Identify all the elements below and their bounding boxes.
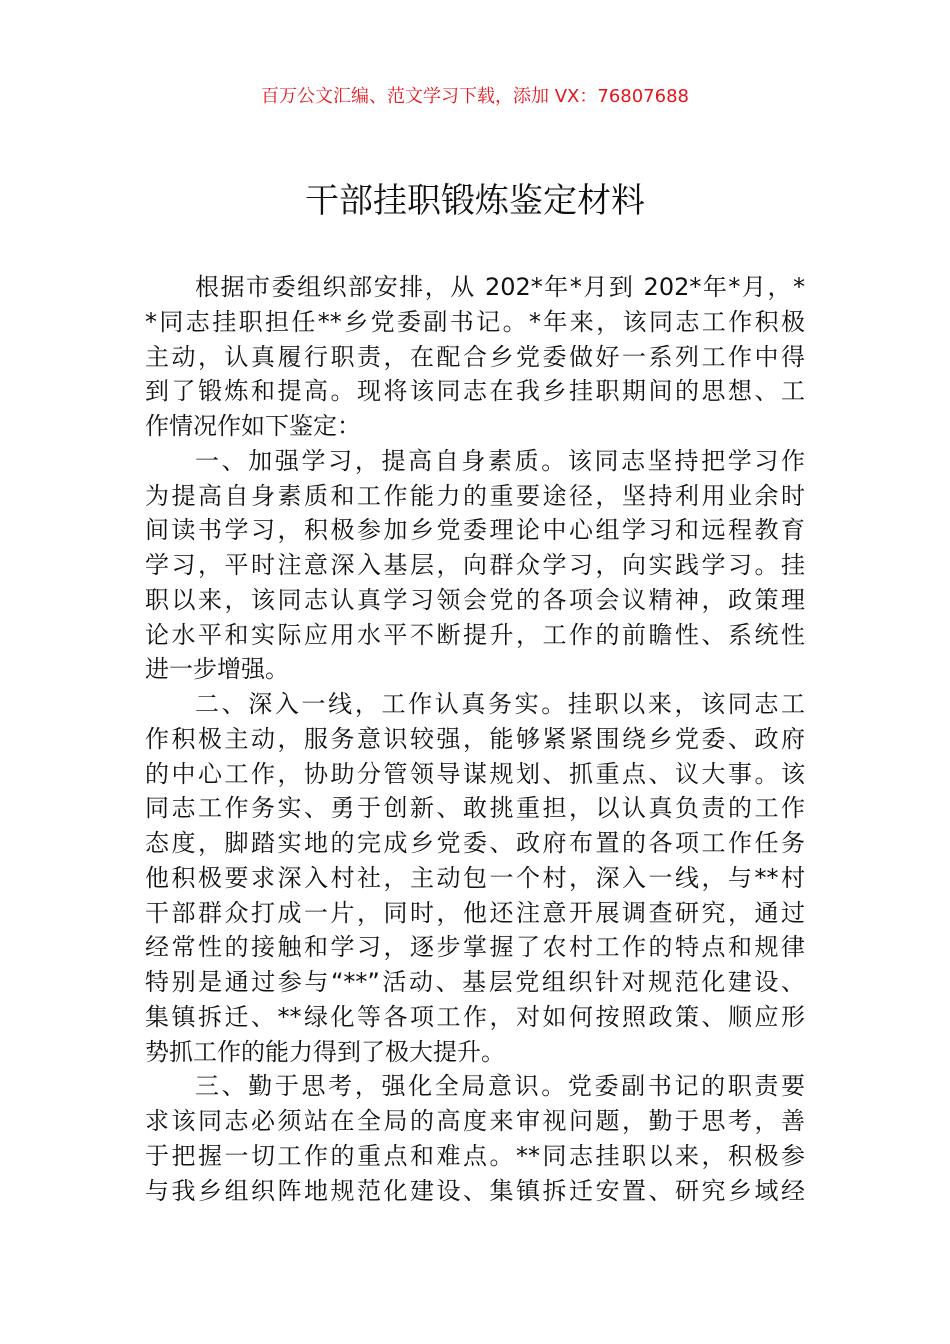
paragraph-line: 集镇拆迁、**绿化等各项工作，对如何按照政策、顺应形 [145, 1002, 805, 1031]
paragraph-line: 职以来，该同志认真学习领会党的各项会议精神，政策理 [145, 585, 805, 614]
paragraph-line: 间读书学习，积极参加乡党委理论中心组学习和远程教育 [145, 516, 805, 545]
watermark-header: 百万公文汇编、范文学习下载，添加 VX：76807688 [261, 86, 689, 107]
paragraph-line: 于把握一切工作的重点和难点。**同志挂职以来，积极参 [145, 1141, 805, 1170]
paragraph-line: 二、深入一线，工作认真务实。挂职以来，该同志工 [195, 690, 805, 718]
paragraph-line: 根据市委组织部安排，从 202*年*月到 202*年*月，* [195, 273, 805, 301]
paragraph-line: 特别是通过参与“**”活动、基层党组织针对规范化建设、 [145, 968, 805, 996]
paragraph [145, 270, 805, 444]
paragraph-line: 的中心工作，协助分管领导谋规划、抓重点、议大事。该 [145, 759, 805, 788]
paragraph [145, 1069, 805, 1208]
paragraph-line: 进一步增强。 [145, 655, 289, 684]
paragraph-line: 作情况作如下鉴定： [145, 412, 361, 440]
paragraph-line: 学习，平时注意深入基层，向群众学习，向实践学习。挂 [145, 551, 805, 579]
paragraph-line: 经常性的接触和学习，逐步掌握了农村工作的特点和规律 [145, 933, 805, 962]
paragraph-line: 到了锻炼和提高。现将该同志在我乡挂职期间的思想、工 [145, 377, 805, 406]
paragraph-line: 论水平和实际应用水平不断提升，工作的前瞻性、系统性 [145, 620, 805, 649]
paragraph-line: 三、勤于思考，强化全局意识。党委副书记的职责要 [195, 1072, 805, 1101]
paragraph-line: 为提高自身素质和工作能力的重要途径，坚持利用业余时 [145, 481, 805, 510]
paragraph-line: 他积极要求深入村社，主动包一个村，深入一线，与**村 [145, 863, 805, 892]
document-body [145, 270, 805, 1208]
paragraph-line: *同志挂职担任**乡党委副书记。*年来，该同志工作积极 [145, 307, 805, 336]
paragraph [145, 687, 805, 1069]
paragraph-line: 作积极主动，服务意识较强，能够紧紧围绕乡党委、政府 [145, 724, 805, 753]
paragraph-line: 态度，脚踏实地的完成乡党委、政府布置的各项工作任务 [145, 829, 805, 857]
paragraph [145, 444, 805, 687]
paragraph-line: 势抓工作的能力得到了极大提升。 [145, 1037, 505, 1066]
paragraph-line: 与我乡组织阵地规范化建设、集镇拆迁安置、研究乡域经 [145, 1176, 805, 1205]
paragraph-line: 主动，认真履行职责，在配合乡党委做好一系列工作中得 [145, 342, 805, 371]
paragraph-line: 干部群众打成一片，同时，他还注意开展调查研究，通过 [145, 898, 805, 927]
paragraph-line: 同志工作务实、勇于创新、敢挑重担，以认真负责的工作 [145, 794, 805, 823]
paragraph-line: 求该同志必须站在全局的高度来审视问题，勤于思考，善 [145, 1107, 805, 1135]
paragraph-line: 一、加强学习，提高自身素质。该同志坚持把学习作 [195, 446, 805, 475]
document-title: 干部挂职锻炼鉴定材料 [305, 181, 645, 221]
